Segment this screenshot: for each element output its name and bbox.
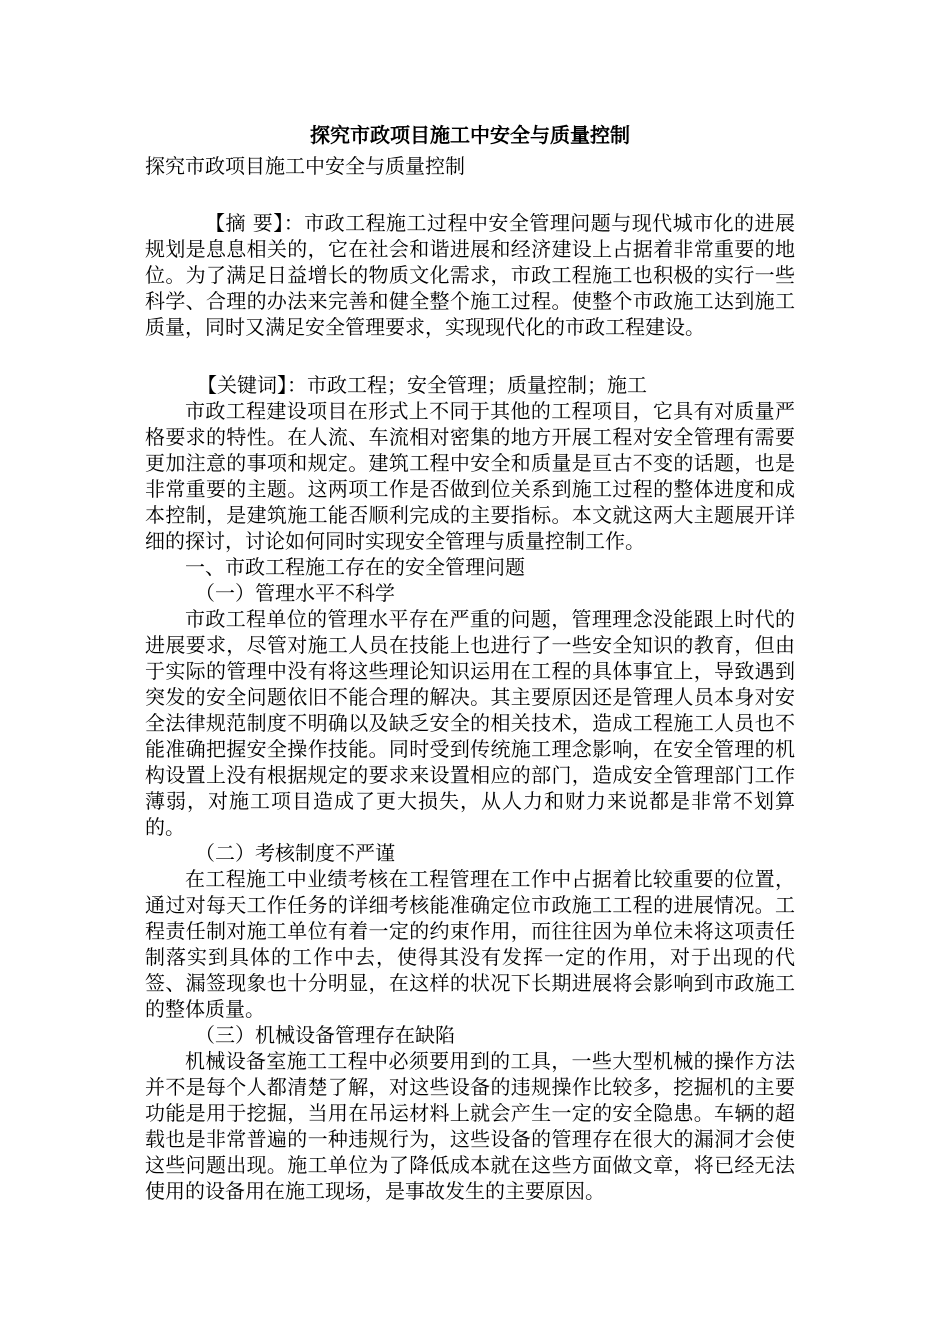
document-subtitle: 探究市政项目施工中安全与质量控制 [145, 154, 465, 178]
section-heading-1: 一、市政工程施工存在的安全管理问题 [185, 555, 525, 579]
intro-paragraph: 市政工程建设项目在形式上不同于其他的工程项目，它具有对质量严格要求的特性。在人流、车流相对密集的地方开展工程对安全管理有需要更加注意的事项和规定。建筑工程中安全和质量是亘古不变的话题，也是非常重要的主题。这两项工作是否做到位关系到施工过程的整体进度和成本控制，是建筑施工能否顺利完成的主要指标。本文就这两大主题展开详细的探讨，讨论如何同时实现安全管理与质量控制工作。 [145, 399, 795, 553]
subsection-heading-1: （一）管理水平不科学 [195, 581, 395, 605]
keywords-line: 【关键词】：市政工程；安全管理；质量控制；施工 [197, 373, 647, 397]
subsection-body-3: 机械设备室施工工程中必须要用到的工具，一些大型机械的操作方法并不是每个人都清楚了解，对这些设备的违规操作比较多，挖掘机的主要功能是用于挖掘，当用在吊运材料上就会产生一定的安全隐患。车辆的超载也是非常普遍的一种违规行为，这些设备的管理存在很大的漏洞才会使这些问题出现。施工单位为了降低成本就在这些方面做文章，将已经无法使用的设备用在施工现场，是事故发生的主要原因。 [145, 1049, 795, 1203]
subsection-body-2: 在工程施工中业绩考核在工程管理在工作中占据着比较重要的位置，通过对每天工作任务的详细考核能准确定位市政施工工程的进展情况。工程责任制对施工单位有着一定的约束作用，而往往因为单位未将这项责任制落实到具体的工作中去，使得其没有发挥一定的作用，对于出现的代签、漏签现象也十分明显，在这样的状况下长期进展将会影响到市政施工的整体质量。 [145, 867, 795, 1021]
document-title: 探究市政项目施工中安全与质量控制 [310, 123, 630, 147]
subsection-heading-3: （三）机械设备管理存在缺陷 [195, 1023, 455, 1047]
abstract-paragraph: 【摘 要】：市政工程施工过程中安全管理问题与现代城市化的进展规划是息息相关的，它在社会和谐进展和经济建设上占据着非常重要的地位。为了满足日益增长的物质文化需求，市政工程施工也积极的实行一些科学、合理的办法来完善和健全整个施工过程。使整个市政施工达到施工质量，同时又满足安全管理要求，实现现代化的市政工程建设。 [145, 211, 795, 339]
document-page [145, 118, 795, 1204]
subsection-heading-2: （二）考核制度不严谨 [195, 841, 395, 865]
subsection-body-1: 市政工程单位的管理水平存在严重的问题，管理理念没能跟上时代的进展要求，尽管对施工人员在技能上也进行了一些安全知识的教育，但由于实际的管理中没有将这些理论知识运用在工程的具体事宜上，导致遇到突发的安全问题依旧不能合理的解决。其主要原因还是管理人员本身对安全法律规范制度不明确以及缺乏安全的相关技术，造成工程施工人员也不能准确把握安全操作技能。同时受到传统施工理念影响，在安全管理的机构设置上没有根据规定的要求来设置相应的部门，造成安全管理部门工作薄弱，对施工项目造成了更大损失，从人力和财力来说都是非常不划算的。 [145, 607, 795, 839]
